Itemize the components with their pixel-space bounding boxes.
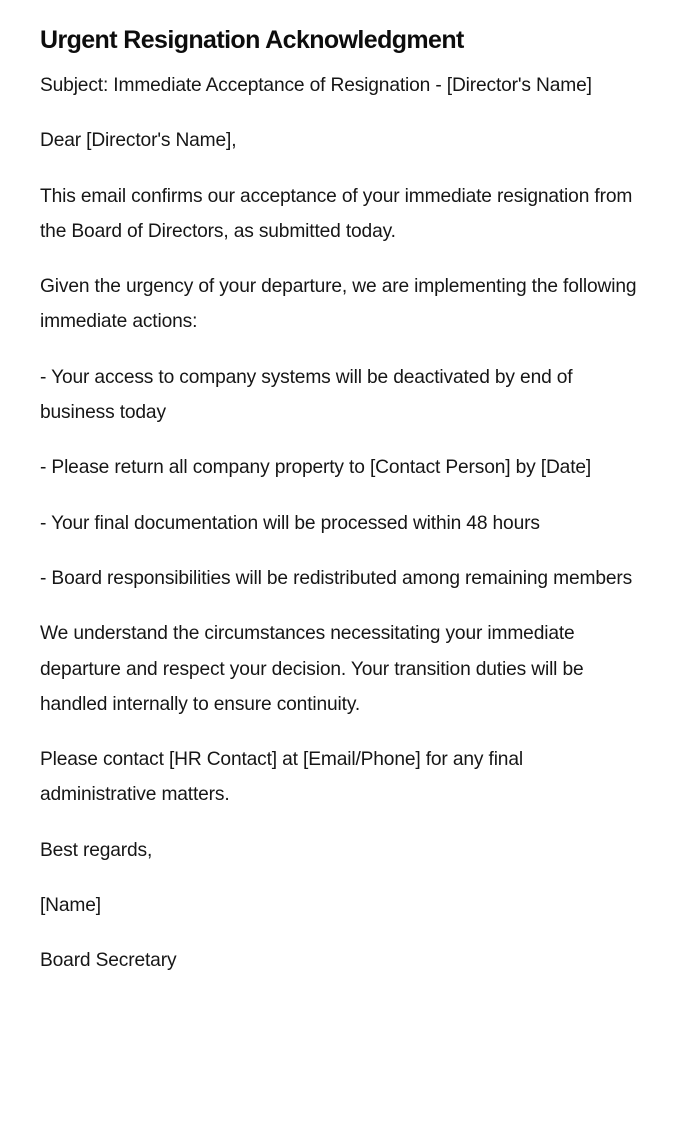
document-title: Urgent Resignation Acknowledgment <box>40 26 464 54</box>
understanding-paragraph: We understand the circumstances necessitating your immediate departure and respect your decision. Your transition duties will be handled internally to ensure continuity. <box>40 623 584 715</box>
subject-line: Subject: Immediate Acceptance of Resignation - [Director's Name] <box>40 75 592 96</box>
contact-paragraph: Please contact [HR Contact] at [Email/Phone] for any final administrative matters. <box>40 749 523 806</box>
signature-name: [Name] <box>40 895 101 917</box>
actions-intro-paragraph: Given the urgency of your departure, we are implementing the following immediate actions: <box>40 276 637 333</box>
action-item-responsibilities: - Board responsibilities will be redistributed among remaining members <box>40 567 633 589</box>
action-item-property: - Please return all company property to [Contact Person] by [Date] <box>40 457 592 479</box>
confirmation-paragraph: This email confirms our acceptance of your immediate resignation from the Board of Directors, as submitted today. <box>40 185 633 242</box>
signoff: Best regards, <box>40 839 153 861</box>
salutation: Dear [Director's Name], <box>40 130 237 152</box>
action-item-documentation: - Your final documentation will be processed within 48 hours <box>40 512 540 534</box>
action-item-access: - Your access to company systems will be deactivated by end of business today <box>40 366 573 424</box>
signature-title: Board Secretary <box>40 950 177 972</box>
